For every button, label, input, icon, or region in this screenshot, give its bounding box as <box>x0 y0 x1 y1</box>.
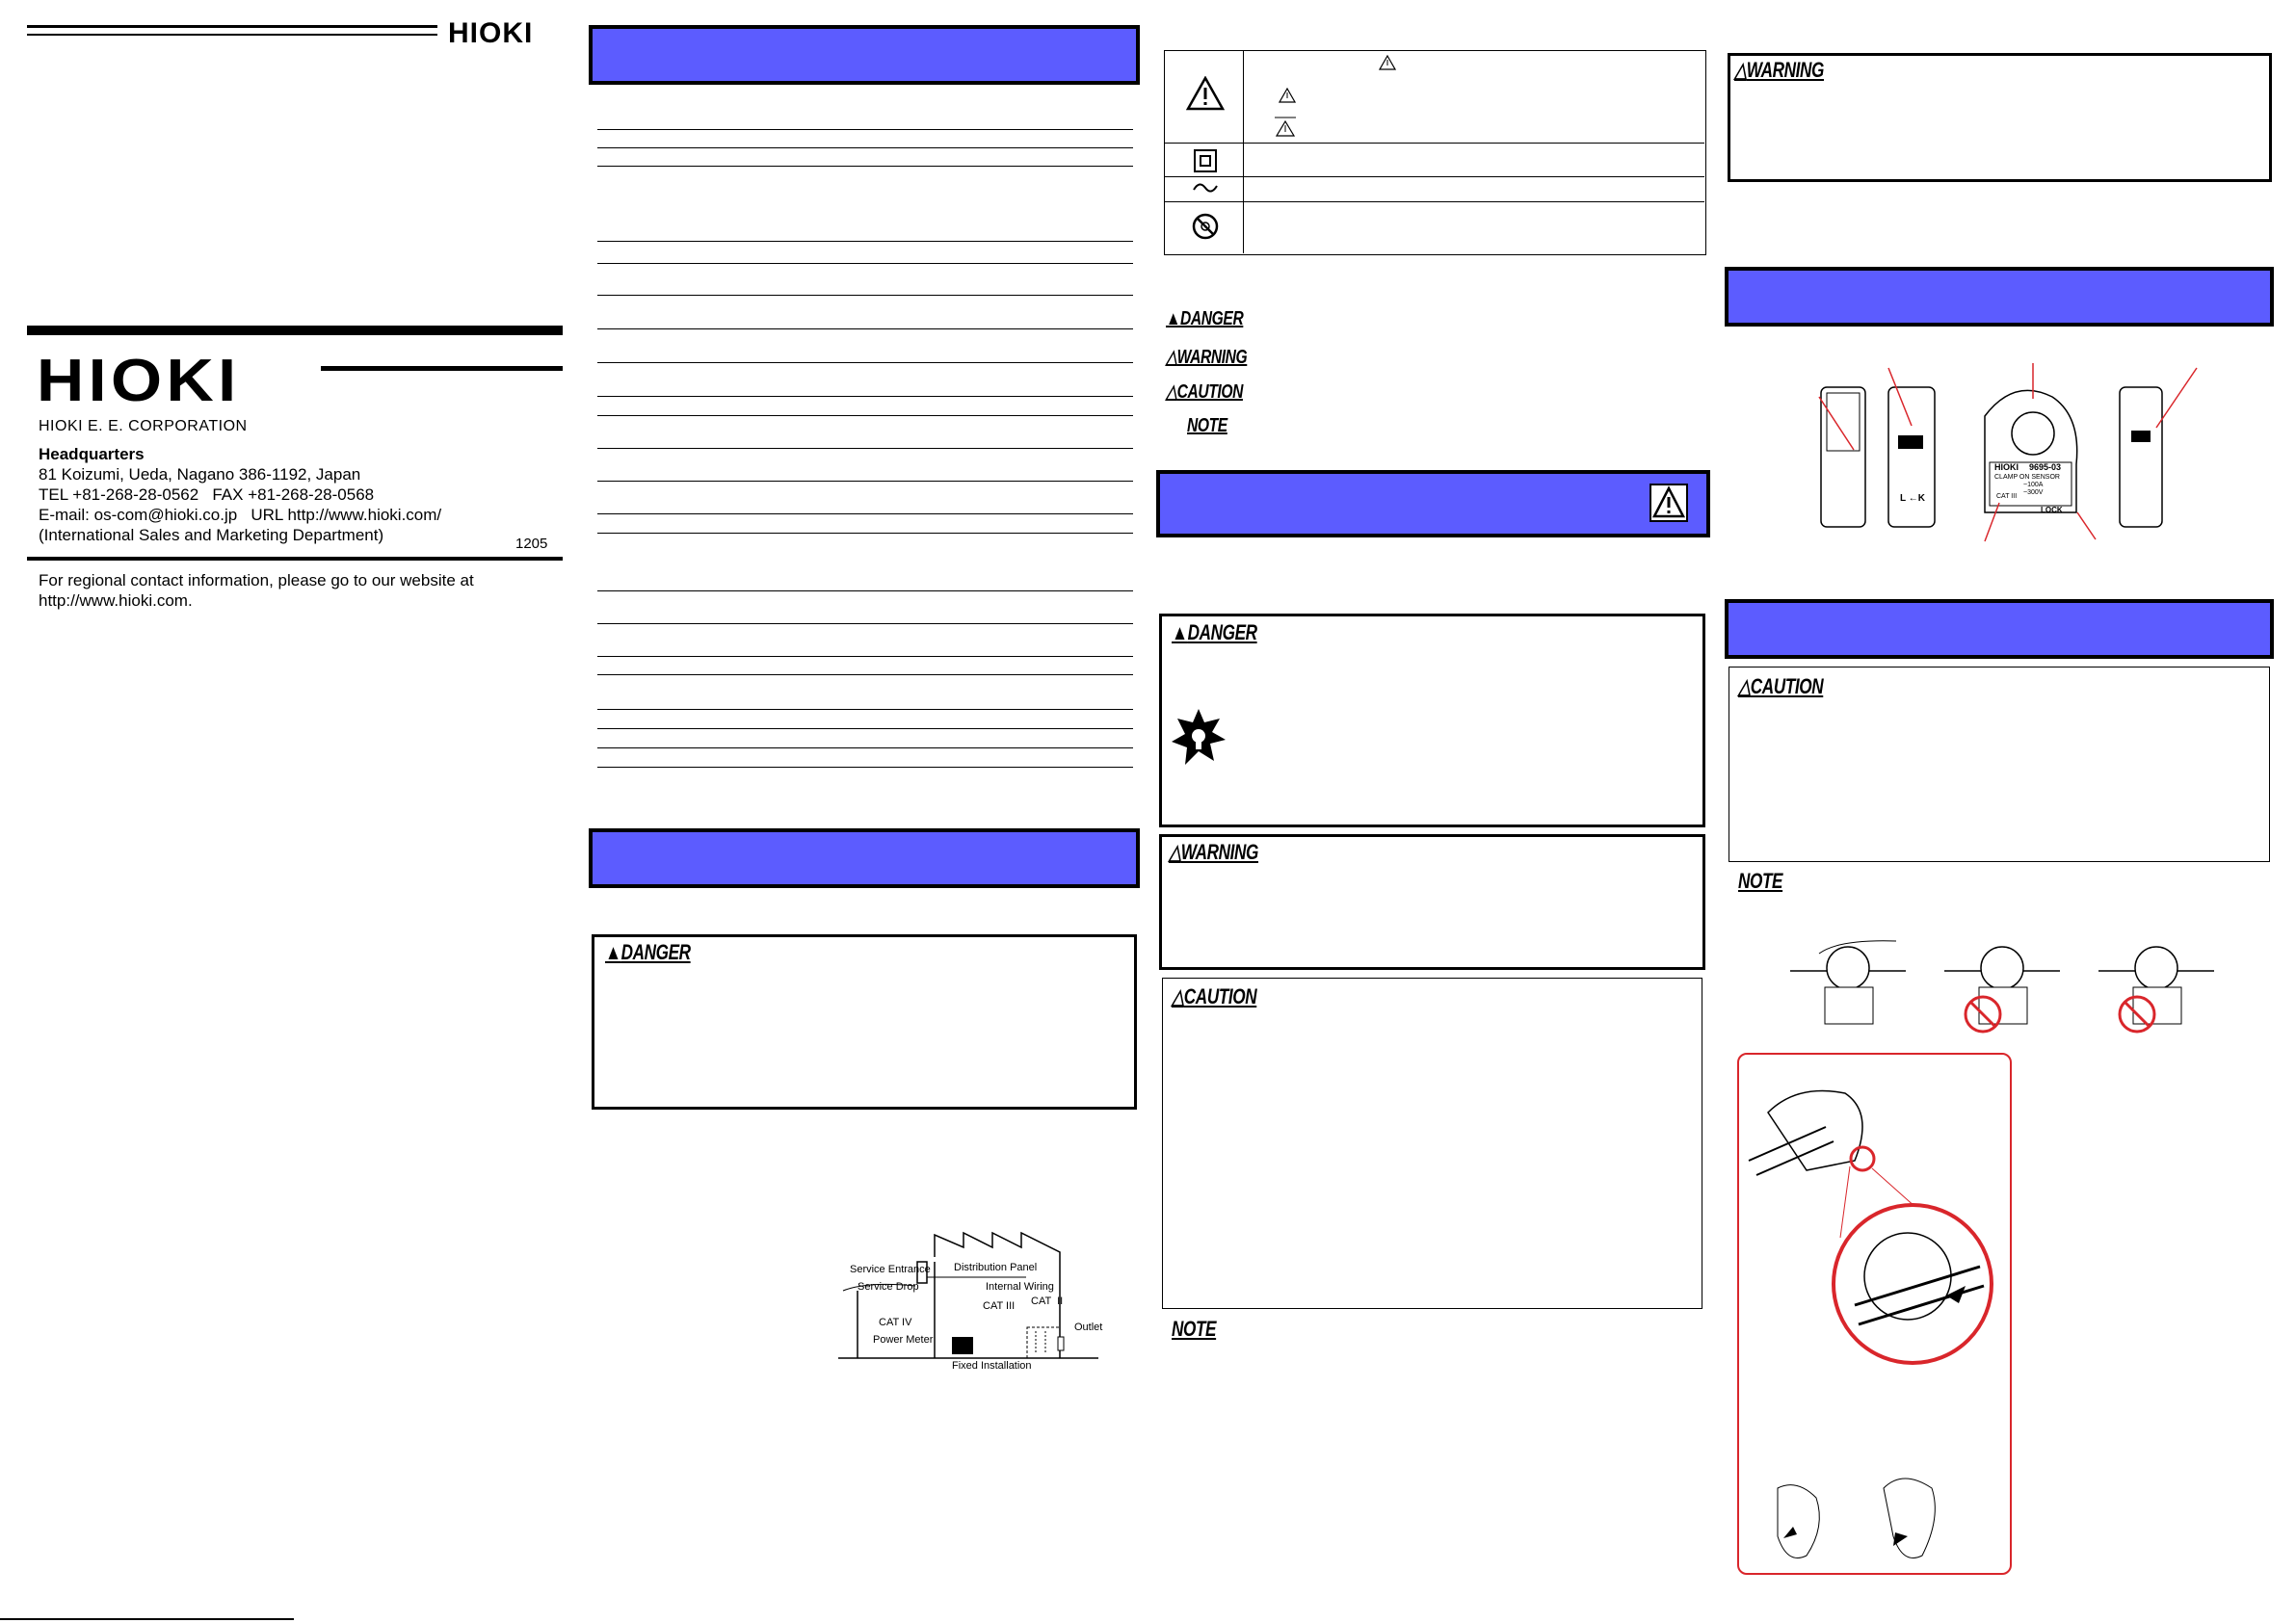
clamping-instruction-panel <box>1737 1053 2012 1575</box>
logo-side-rule <box>321 366 563 371</box>
incorrect-usage-figure-1 <box>1944 947 2060 1032</box>
warning-legend: △WARNING <box>1166 347 1248 368</box>
caution-label-2: △CAUTION <box>1738 674 1824 698</box>
caution-triangle-icon: △ <box>1166 381 1177 403</box>
section-header-bar-3 <box>1156 470 1710 537</box>
sensor-brand: HIOKI <box>1994 462 2019 472</box>
header-warning-icon <box>1649 484 1688 522</box>
label-cat-ii: CAT II <box>1031 1296 1064 1307</box>
warning-triangle-icon <box>1186 76 1225 111</box>
sensor-rating-1: ~100A <box>2023 482 2044 488</box>
bottom-left-rule <box>0 1618 294 1620</box>
label-distribution-panel: Distribution Panel <box>954 1262 1038 1273</box>
double-insulation-icon <box>1194 149 1217 172</box>
danger-triangle-icon: ▲ <box>605 940 621 964</box>
warning-triangle-icon: △ <box>1166 347 1177 368</box>
doc-code: 1205 <box>515 536 548 552</box>
sensor-cat: CAT III <box>1996 493 2018 500</box>
danger-label-1: ▲DANGER <box>605 940 691 964</box>
incorrect-usage-figure-2 <box>2098 947 2214 1032</box>
label-outlet: Outlet <box>1074 1322 1103 1333</box>
hq-tel-fax: TEL +81-268-28-0562 FAX +81-268-28-0568 <box>39 485 375 504</box>
top-logo: HIOKI <box>448 17 534 49</box>
regional-info-1: For regional contact information, please go to our website at <box>39 571 474 589</box>
caution-box-1 <box>1162 978 1702 1309</box>
danger-triangle-icon: ▲ <box>1172 620 1188 644</box>
caution-triangle-icon: △ <box>1738 674 1751 698</box>
main-logo: HIOKI <box>37 348 241 414</box>
clamping-illustration <box>1739 1055 2010 1573</box>
section-header-bar-1 <box>589 25 1140 85</box>
note-label-1: NOTE <box>1172 1317 1217 1341</box>
small-triangle-icon <box>1379 55 1396 70</box>
sensor-rating-2: ~300V <box>2023 489 2044 496</box>
measurement-category-diagram <box>838 1223 1108 1377</box>
top-rule-1 <box>27 25 437 28</box>
hq-address: 81 Koizumi, Ueda, Nagano 386-1192, Japan <box>39 465 361 484</box>
label-cat-iv: CAT IV <box>879 1317 912 1328</box>
danger-triangle-icon: ▲ <box>1166 308 1181 329</box>
top-rule-2 <box>27 34 437 36</box>
label-internal-wiring: Internal Wiring <box>986 1281 1054 1293</box>
sensor-parts-illustration <box>1792 358 2216 551</box>
caution-triangle-icon: △ <box>1172 984 1184 1008</box>
caution-label-1: △CAUTION <box>1172 984 1257 1008</box>
label-cat-iii: CAT III <box>983 1300 1016 1312</box>
section-header-bar-5 <box>1725 599 2274 659</box>
corporation-name: HIOKI E. E. CORPORATION <box>39 418 248 434</box>
sensor-type: CLAMP ON SENSOR <box>1994 474 2060 481</box>
overlined-triangle-icon <box>1275 117 1296 138</box>
hq-heading: Headquarters <box>39 445 145 463</box>
hq-dept: (International Sales and Marketing Department) <box>39 526 384 544</box>
section-rule-thick <box>27 326 563 335</box>
warning-label-1: △WARNING <box>1169 840 1259 864</box>
sensor-lock: LOCK <box>2041 506 2063 514</box>
danger-box-2 <box>1159 614 1705 827</box>
label-service-entrance: Service Entrance <box>850 1264 931 1275</box>
caution-legend: △CAUTION <box>1166 381 1243 403</box>
label-service-drop: Service Drop <box>858 1281 919 1293</box>
symbols-table <box>1164 50 1706 255</box>
section-header-bar-4 <box>1725 267 2274 327</box>
warning-triangle-icon: △ <box>1169 840 1181 864</box>
factory-diagram <box>838 1223 1108 1377</box>
contact-rule <box>27 557 563 561</box>
small-triangle-icon <box>1279 88 1296 103</box>
no-disassembly-icon <box>1192 213 1219 240</box>
clamp-sensor-drawing <box>1792 358 2216 551</box>
warning-triangle-icon <box>1651 485 1686 520</box>
section-header-bar-2 <box>589 828 1140 888</box>
warning-label-2: △WARNING <box>1734 58 1825 82</box>
note-label-2: NOTE <box>1738 869 1783 893</box>
danger-label-2: ▲DANGER <box>1172 620 1257 644</box>
note-legend: NOTE <box>1187 415 1227 436</box>
clamp-usage-figures <box>1781 929 2214 1045</box>
regional-info-2: http://www.hioki.com. <box>39 591 193 610</box>
label-power-meter: Power Meter <box>873 1334 934 1346</box>
label-fixed-installation: Fixed Installation <box>952 1360 1032 1372</box>
hq-email-url: E-mail: os-com@hioki.co.jp URL http://www.hioki.com/ <box>39 506 442 524</box>
electric-shock-icon <box>1172 709 1226 767</box>
warning-triangle-icon: △ <box>1734 58 1747 82</box>
ac-icon <box>1192 180 1219 196</box>
sensor-direction: L ←K <box>1900 493 1925 504</box>
danger-legend: ▲DANGER <box>1166 308 1244 329</box>
sensor-model: 9695-03 <box>2029 462 2062 472</box>
correct-usage-figure <box>1790 941 1906 1024</box>
